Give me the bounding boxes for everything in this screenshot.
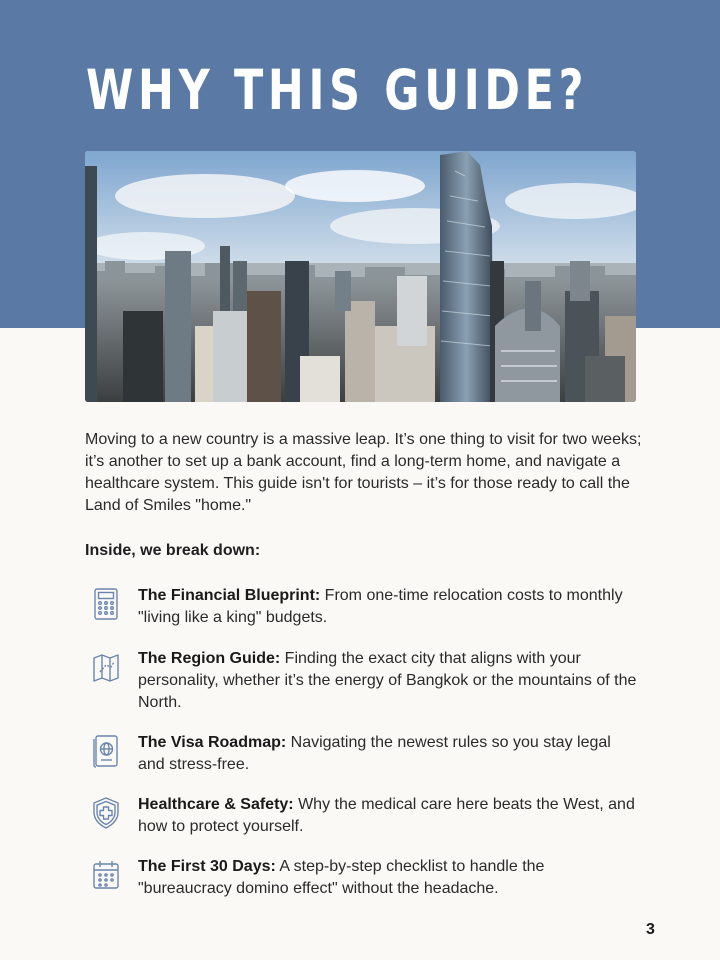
topic-text <box>138 585 638 629</box>
page-number: 3 <box>646 921 655 938</box>
page-title: WHY THIS GUIDE? <box>86 58 589 122</box>
topic-description: A step-by-step checklist to handle the "bureaucracy domino effect" without the headache. <box>138 858 545 897</box>
map-icon <box>91 650 121 684</box>
topic-text <box>138 648 638 714</box>
passport-icon <box>91 734 121 768</box>
topic-title: The Visa Roadmap: <box>138 734 287 751</box>
topic-description: Finding the exact city that aligns with your personality, whether it’s the energy of Bangkok or the mountains of the North. <box>138 650 637 711</box>
inside-heading: Inside, we break down: <box>85 542 261 559</box>
topic-text <box>138 856 638 900</box>
calendar-icon <box>91 858 121 892</box>
shield-cross-icon <box>91 796 121 830</box>
topic-title: The Financial Blueprint: <box>138 587 321 604</box>
topic-description: From one-time relocation costs to monthly "living like a king" budgets. <box>138 587 623 626</box>
city-skyline-photo <box>85 151 636 402</box>
topic-description: Navigating the newest rules so you stay legal and stress-free. <box>138 734 611 773</box>
topic-title: Healthcare & Safety: <box>138 796 294 813</box>
topic-text <box>138 794 638 838</box>
intro-paragraph: Moving to a new country is a massive leap. It’s one thing to visit for two weeks; it’s another to set up a bank account, find a long-term home, and navigate a healthcare system. This guide isn't for tourists – it’s for those ready to call the Land of Smiles "home." <box>85 431 642 514</box>
topic-description: Why the medical care here beats the West, and how to protect yourself. <box>138 796 635 835</box>
topic-title: The Region Guide: <box>138 650 281 667</box>
topic-text <box>138 732 638 776</box>
topic-title: The First 30 Days: <box>138 858 276 875</box>
calculator-icon <box>91 587 121 621</box>
